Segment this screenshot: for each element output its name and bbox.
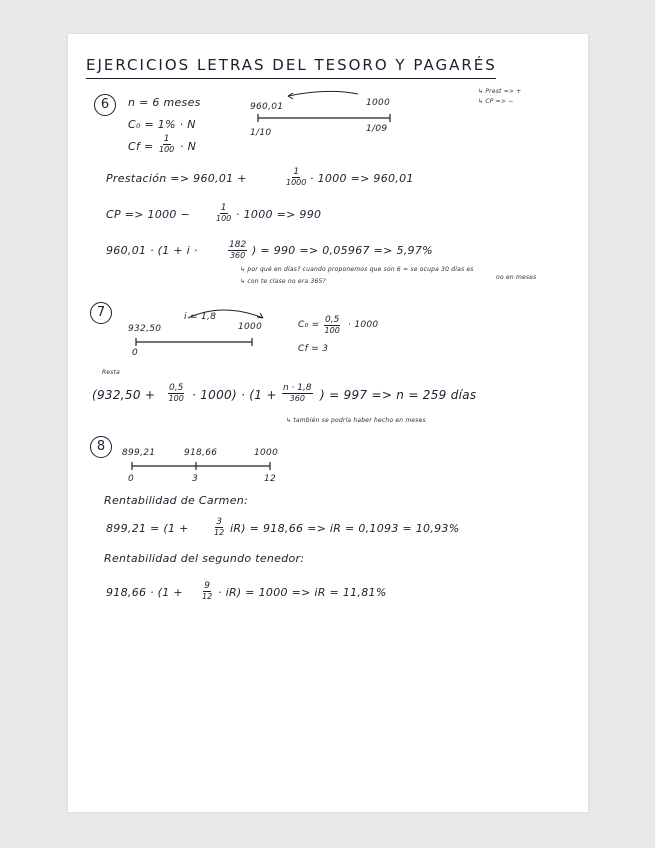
page-title: EJERCICIOS LETRAS DEL TESORO Y PAGARÉS xyxy=(86,56,497,74)
ex6-equation-right: ) = 990 => 0,05967 => 5,97% xyxy=(252,244,433,257)
ex7-equation-right: ) = 997 => n = 259 días xyxy=(320,388,477,402)
exercise-8-number: 8 xyxy=(90,436,112,458)
ex6-cf-fraction xyxy=(159,134,174,155)
ex8-rent2-right: · iR) = 1000 => iR = 11,81% xyxy=(218,586,387,599)
ex8-tl-top-2: 1000 xyxy=(254,448,279,458)
ex7-tl-left-top: 932,50 xyxy=(128,324,162,334)
ex8-rent1-fraction xyxy=(214,517,224,538)
ex7-note: ↳ también se podría haber hecho en meses xyxy=(286,417,426,424)
ex7-eq-den1: 100 xyxy=(168,394,184,403)
ex6-prest-num: 1 xyxy=(293,167,300,177)
ex8-tl-top-0: 899,21 xyxy=(122,448,156,458)
ex6-c0: C₀ = 1% · N xyxy=(128,118,196,131)
ex7-c0-fraction xyxy=(324,315,340,336)
ex7-equation-left: (932,50 + xyxy=(92,388,156,402)
ex7-eq-num2: n · 1,8 xyxy=(283,383,312,393)
ex6-note-2: ↳ con te clase no era 365? xyxy=(240,278,326,285)
ex6-cf-num: 1 xyxy=(163,134,170,144)
ex7-cf: Cf = 3 xyxy=(298,344,329,354)
ex7-arrowhead xyxy=(257,313,263,318)
exercise-6-number: 6 xyxy=(94,94,116,116)
ex6-cp-den: 100 xyxy=(216,214,232,223)
ex6-n: n = 6 meses xyxy=(128,96,201,109)
ex8-rent1-num: 3 xyxy=(216,517,222,527)
ex6-arrow-curve xyxy=(288,91,358,96)
ex7-eq-den2: 360 xyxy=(289,394,305,403)
ex6-cp-fraction xyxy=(216,203,231,224)
ex7-tl-right-top: 1000 xyxy=(238,322,263,332)
ex8-rent1-title: Rentabilidad de Carmen: xyxy=(104,494,249,507)
ex6-equation-fraction xyxy=(228,240,247,261)
ex7-timeline xyxy=(128,304,328,364)
ex7-c0-left: C₀ = xyxy=(298,320,320,330)
ex7-tl-left-bottom: 0 xyxy=(132,348,139,358)
ex6-eq-den: 360 xyxy=(229,251,246,260)
ex8-tl-bottom-1: 3 xyxy=(192,474,199,484)
ex8-tl-bottom-2: 12 xyxy=(264,474,277,484)
ex6-tl-right-top: 1000 xyxy=(366,98,391,108)
ex7-equation-fraction-2 xyxy=(282,383,313,404)
ex6-eq-num: 182 xyxy=(229,240,247,250)
ex6-cf-right: · N xyxy=(180,140,197,153)
ex7-small-label: Resta xyxy=(102,369,121,376)
ex8-rent2-fraction xyxy=(202,581,212,602)
ex6-equation-left: 960,01 · (1 + i · xyxy=(106,244,198,257)
ex6-prestacion-left: Prestación => 960,01 + xyxy=(106,172,247,185)
ex6-prestacion-fraction xyxy=(286,167,306,188)
exercise-7-number: 7 xyxy=(90,302,112,324)
ex6-tl-right-bottom: 1/09 xyxy=(366,124,388,134)
ex6-tl-left-top: 960,01 xyxy=(250,102,284,112)
title-underline xyxy=(86,78,496,79)
notebook-page xyxy=(68,34,588,812)
ex6-cp-right: · 1000 => 990 xyxy=(236,208,322,221)
ex8-rent2-den: 12 xyxy=(202,592,213,601)
ex7-equation-fraction-1 xyxy=(168,383,184,404)
ex8-rent1-left: 899,21 = (1 + xyxy=(106,522,189,535)
ex8-tl-bottom-0: 0 xyxy=(128,474,135,484)
ex6-cf-left: Cf = xyxy=(128,140,154,153)
ex8-rent2-num: 9 xyxy=(204,581,210,591)
ex6-prestacion-right: · 1000 => 960,01 xyxy=(310,172,414,185)
ex7-c0-den: 100 xyxy=(324,326,340,335)
ex6-tl-left-bottom: 1/10 xyxy=(250,128,272,138)
ex7-c0-num: 0,5 xyxy=(325,315,340,325)
ex7-c0-right: · 1000 xyxy=(348,320,379,330)
ex7-arrow-label: i = 1,8 xyxy=(184,312,217,322)
ex6-prest-den: 1000 xyxy=(286,178,307,187)
ex8-tl-top-1: 918,66 xyxy=(184,448,218,458)
top-note-cp: ↳ CP => − xyxy=(478,98,514,105)
ex8-rent2-left: 918,66 · (1 + xyxy=(106,586,183,599)
ex6-cf-den: 100 xyxy=(159,145,175,154)
ex6-note-1: ↳ por qué en días? cuando proponemos que son 6 = se ocupa 30 días es xyxy=(240,266,474,273)
ex7-eq-num1: 0,5 xyxy=(169,383,184,393)
ex6-cp-left: CP => 1000 − xyxy=(106,208,191,221)
ex7-equation-mid: · 1000) · (1 + xyxy=(192,388,277,402)
top-note-prest: ↳ Prest => + xyxy=(478,88,522,95)
ex8-rent2-title: Rentabilidad del segundo tenedor: xyxy=(104,552,305,565)
ex8-rent1-right: iR) = 918,66 => iR = 0,1093 = 10,93% xyxy=(230,522,460,535)
ex8-rent1-den: 12 xyxy=(214,528,225,537)
ex6-note-1b: no en meses xyxy=(496,274,537,281)
ex6-cp-num: 1 xyxy=(220,203,227,213)
